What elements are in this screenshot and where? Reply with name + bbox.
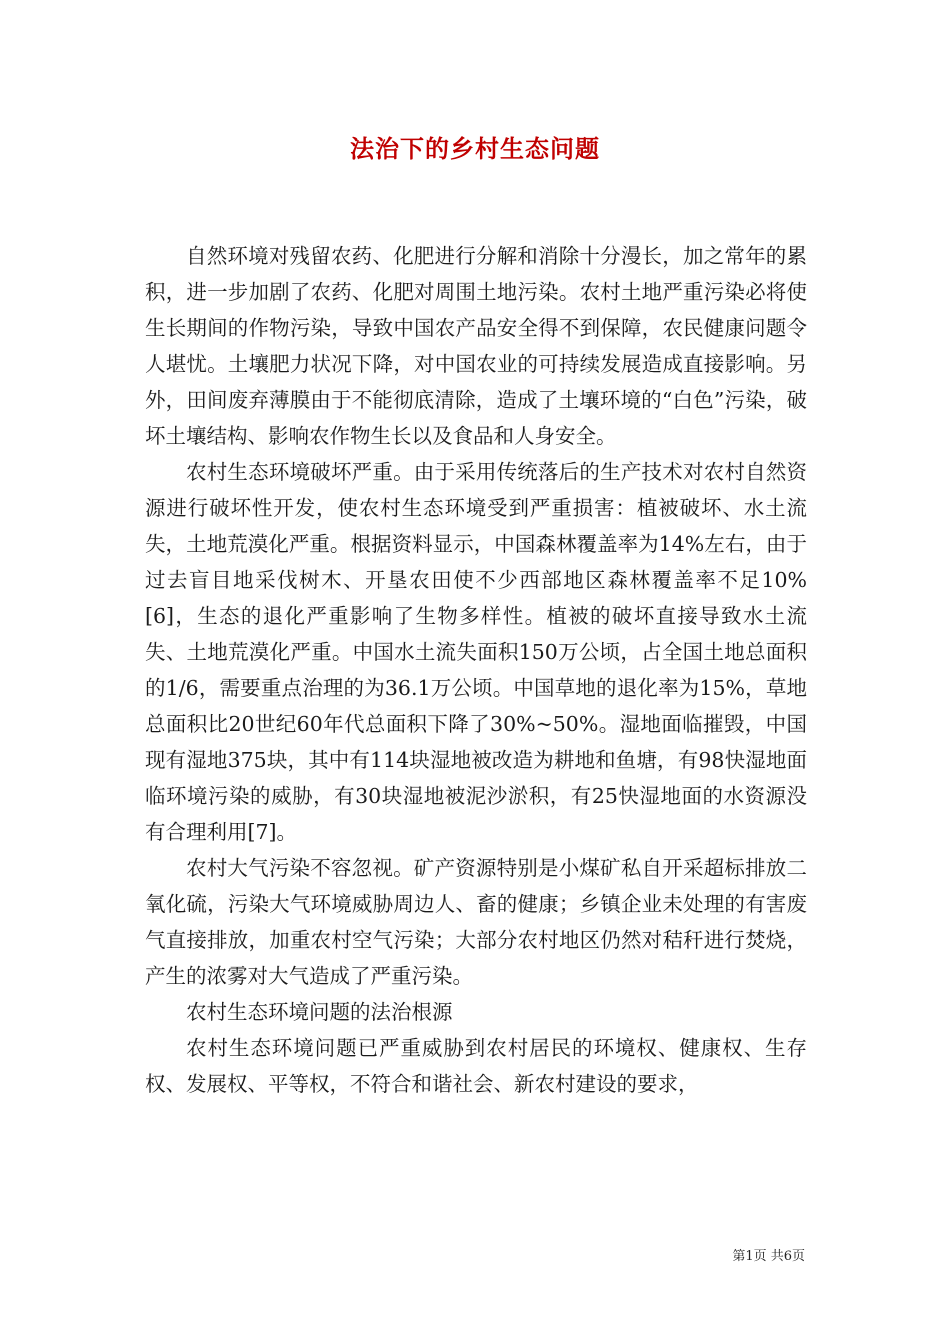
- paragraph-4: 农村生态环境问题已严重威胁到农村居民的环境权、健康权、生存权、发展权、平等权，不符合和谐社会、新农村建设的要求，: [145, 1036, 807, 1096]
- paragraph-1: 自然环境对残留农药、化肥进行分解和消除十分漫长，加之常年的累积，进一步加剧了农药、化肥对周围土地污染。农村土地严重污染必将使生长期间的作物污染，导致中国农产品安全得不到保障，农民健康问题令人堪忧。土壤肥力状况下降，对中国农业的可持续发展造成直接影响。另外，田间废弃薄膜由于不能彻底清除，造成了土壤环境的“白色”污染，破坏土壤结构、影响农作物生长以及食品和人身安全。: [145, 244, 807, 448]
- paragraph-3: 农村大气污染不容忽视。矿产资源特别是小煤矿私自开采超标排放二氧化硫，污染大气环境威胁周边人、畜的健康；乡镇企业未处理的有害废气直接排放，加重农村空气污染；大部分农村地区仍然对秸秆进行焚烧，产生的浓雾对大气造成了严重污染。: [145, 856, 807, 988]
- paragraph-2: 农村生态环境破坏严重。由于采用传统落后的生产技术对农村自然资源进行破坏性开发，使农村生态环境受到严重损害：植被破坏、水土流失，土地荒漠化严重。根据资料显示，中国森林覆盖率为14%左右，由于过去盲目地采伐树木、开垦农田使不少西部地区森林覆盖率不足10%[6]，生态的退化严重影响了生物多样性。植被的破坏直接导致水土流失、土地荒漠化严重。中国水土流失面积150万公顷，占全国土地总面积的1/6，需要重点治理的为36.1万公顷。中国草地的退化率为15%，草地总面积比20世纪60年代总面积下降了30%~50%。湿地面临摧毁，中国现有湿地375块，其中有114块湿地被改造为耕地和鱼塘，有98快湿地面临环境污染的威胁，有30块湿地被泥沙淤积，有25快湿地面的水资源没有合理利用[7]。: [145, 460, 807, 844]
- page-number: 第1页 共6页: [732, 1249, 805, 1264]
- section-heading: 农村生态环境问题的法治根源: [186, 1000, 453, 1024]
- document-body: [145, 238, 807, 1102]
- page-title: 法治下的乡村生态问题: [350, 134, 600, 163]
